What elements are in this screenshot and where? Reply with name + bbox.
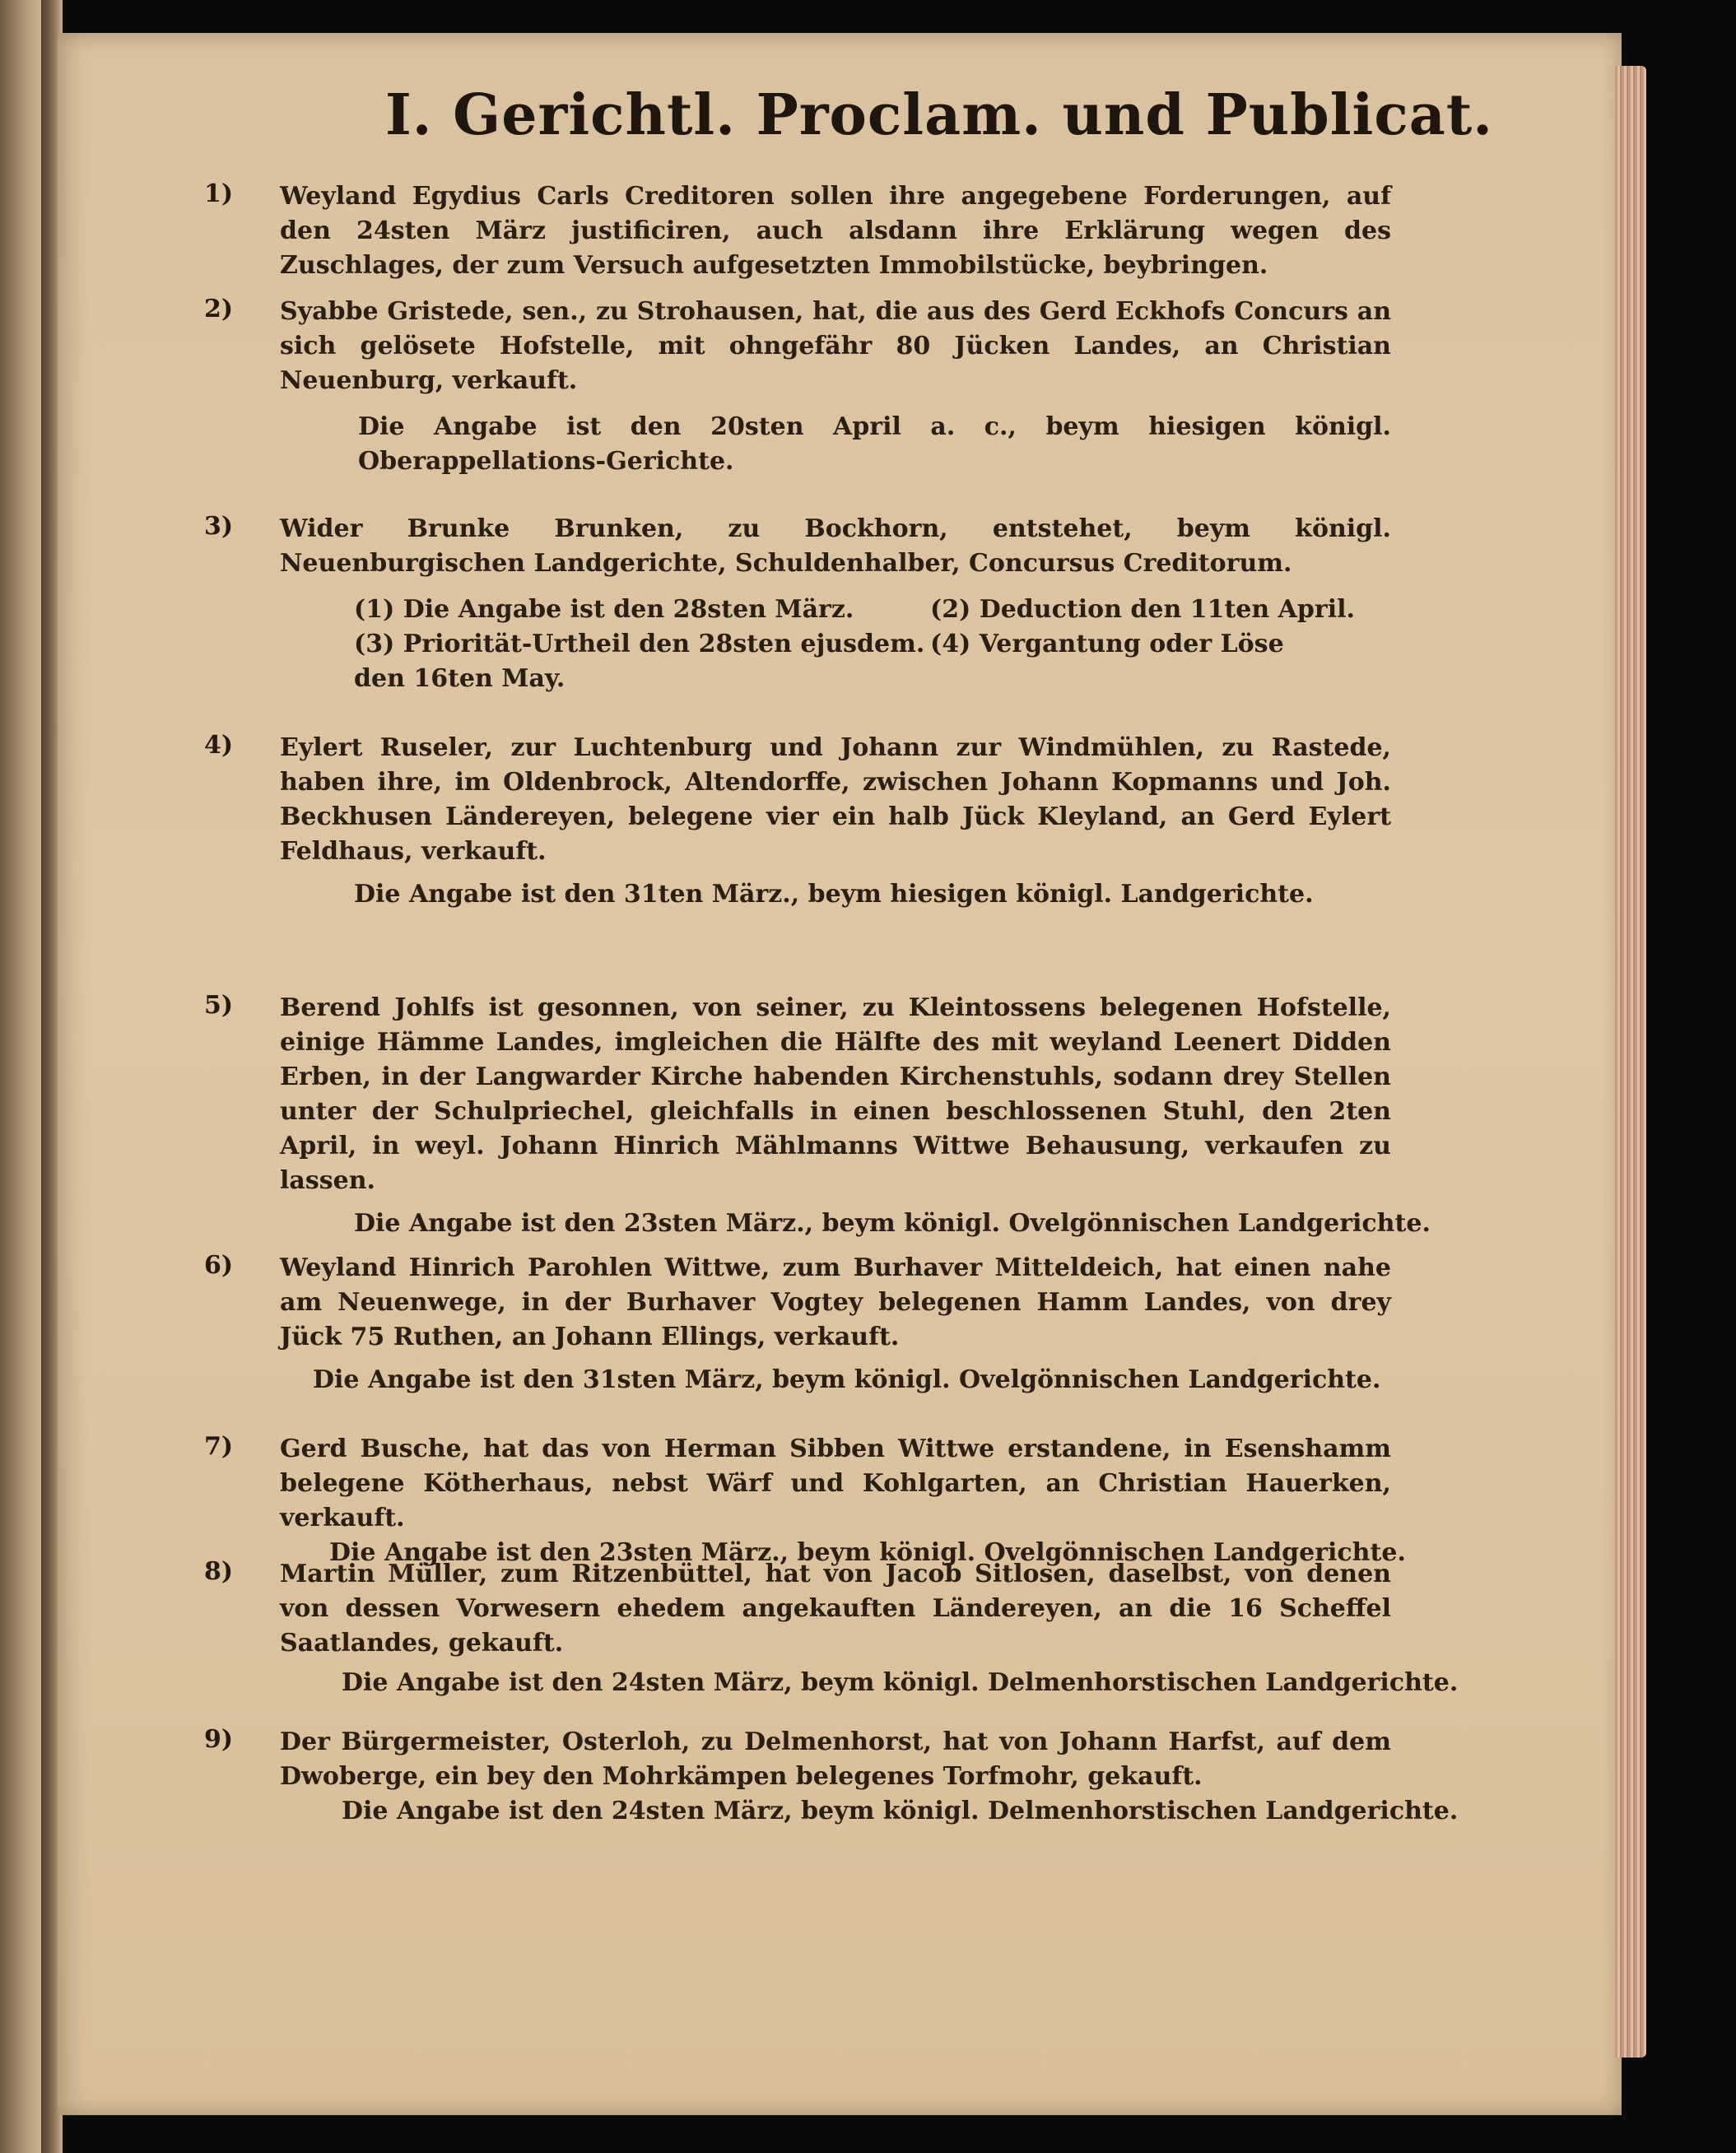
- entry-note: Die Angabe ist den 24sten März, beym königl. Delmenhorstischen Landgerichte.: [342, 1668, 1459, 1697]
- entry-7: [204, 1432, 1406, 1570]
- entry-number: 2): [204, 295, 234, 323]
- entry-number: 3): [204, 512, 234, 541]
- entry-text: Der Bürgermeister, Osterloh, zu Delmenhorst, hat von Johann Harfst, auf dem Dwoberge, ein bey den Mohrkämpen belegenes Torfmohr, gekauft.: [280, 1728, 1391, 1791]
- entry-text: Gerd Busche, hat das von Herman Sibben Wittwe erstandene, in Esenshamm belegene Kötherhaus, nebst Wärf und Kohlgarten, an Christian Hauerken, verkauft.: [280, 1435, 1391, 1532]
- entry-5: [204, 991, 1431, 1241]
- entry-text: Martin Müller, zum Ritzenbüttel, hat von Jacob Sitlosen, daselbst, von denen von dessen Vorwesern ehedem angekauften Ländereyen, an die 16 Scheffel Saatlandes, gekauft.: [280, 1560, 1391, 1658]
- entry-number: 8): [204, 1557, 234, 1586]
- entry-sub-3: (3) Priorität-Urtheil den 28sten ejusdem.: [354, 630, 925, 658]
- entry-number: 1): [204, 179, 234, 208]
- entry-sub-5: den 16ten May.: [354, 664, 565, 693]
- entry-4: [204, 731, 1391, 912]
- entry-1: [204, 179, 1391, 283]
- entry-note: Die Angabe ist den 31ten März., beym hiesigen königl. Landgerichte.: [354, 880, 1314, 909]
- entry-6: [204, 1251, 1391, 1397]
- entry-8: [204, 1557, 1459, 1700]
- entry-text: Weyland Hinrich Parohlen Wittwe, zum Burhaver Mitteldeich, hat einen nahe am Neuenwege, in der Burhaver Vogtey belegenen Hamm Landes, von drey Jück 75 Ruthen, an Johann Ellings, verkauft.: [280, 1253, 1391, 1351]
- entry-sub-2: (2) Deduction den 11ten April.: [930, 595, 1355, 624]
- entry-text: Berend Johlfs ist gesonnen, von seiner, zu Kleintossens belegenen Hofstelle, einige Hämme Landes, imgleichen die Hälfte des mit weyland Leenert Didden Erben, in der Langwarder Kirche habenden Kirchenstuhls, sodann drey Stellen unter der Schulpriechel, gleichfalls in einen beschlossenen Stuhl, den 2ten April, in weyl. Johann Hinrich Mählmanns Wittwe Behausung, verkaufen zu lassen.: [280, 993, 1391, 1195]
- entry-note: Die Angabe ist den 23sten März., beym königl. Ovelgönnischen Landgerichte.: [354, 1209, 1431, 1238]
- entry-text: Weyland Egydius Carls Creditoren sollen ihre angegebene Forderungen, auf den 24sten März justificiren, auch alsdann ihre Erklärung wegen des Zuschlages, der zum Versuch aufgesetzten Immobilstücke, beybringen.: [280, 182, 1391, 280]
- entry-2: [204, 295, 1391, 479]
- entry-note: Die Angabe ist den 23sten März., beym königl. Ovelgönnischen Landgerichte.: [329, 1538, 1406, 1567]
- entry-text: Wider Brunke Brunken, zu Bockhorn, entstehet, beym königl. Neuenburgischen Landgerichte, Schuldenhalber, Concursus Creditorum.: [280, 514, 1391, 578]
- entry-number: 5): [204, 991, 234, 1020]
- entry-sub-4: (4) Vergantung oder Löse: [930, 630, 1284, 658]
- entry-number: 4): [204, 731, 234, 760]
- entry-number: 6): [204, 1251, 234, 1280]
- entry-text: Eylert Ruseler, zur Luchtenburg und Johann zur Windmühlen, zu Rastede, haben ihre, im Oldenbrock, Altendorffe, zwischen Johann Kopmanns und Joh. Beckhusen Ländereyen, belegene vier ein halb Jück Kleyland, an Gerd Eylert Feldhaus, verkauft.: [280, 733, 1391, 866]
- entry-text: Syabbe Gristede, sen., zu Strohausen, hat, die aus des Gerd Eckhofs Concurs an sich gelösete Hofstelle, mit ohngefähr 80 Jücken Landes, an Christian Neuenburg, verkauft.: [280, 297, 1391, 395]
- entry-note: Die Angabe ist den 20sten April a. c., beym hiesigen königl. Oberappellations-Gerichte.: [358, 412, 1391, 476]
- entry-9: [204, 1725, 1459, 1829]
- entry-note: Die Angabe ist den 31sten März, beym königl. Ovelgönnischen Landgerichte.: [313, 1365, 1381, 1394]
- entry-note: Die Angabe ist den 24sten März, beym königl. Delmenhorstischen Landgerichte.: [342, 1797, 1459, 1825]
- page-edges: [1615, 66, 1646, 2058]
- entry-sub-1: (1) Die Angabe ist den 28sten März.: [354, 595, 854, 624]
- entry-number: 9): [204, 1725, 234, 1754]
- page-title: I. Gerichtl. Proclam. und Publicat.: [385, 82, 1493, 148]
- entry-3: [204, 512, 1391, 693]
- entry-number: 7): [204, 1432, 234, 1461]
